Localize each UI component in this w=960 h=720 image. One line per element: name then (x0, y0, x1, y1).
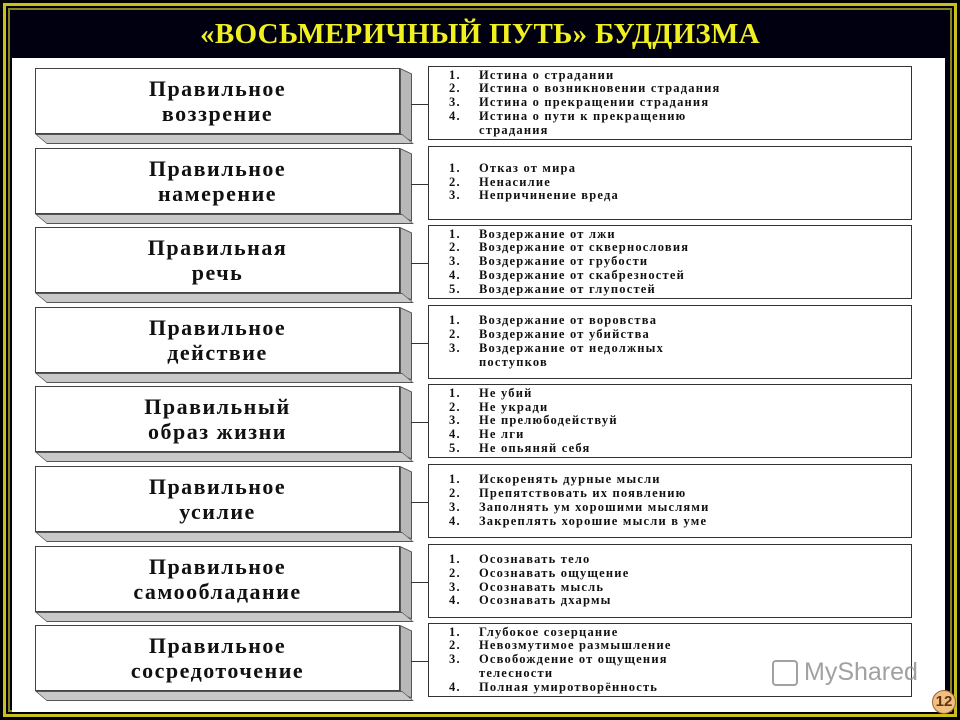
item-text: Заполнять ум хорошими мыслями (479, 500, 710, 514)
list-item (449, 124, 911, 138)
item-number: 1. (449, 472, 461, 487)
connector-line (411, 582, 429, 583)
path-step-box (35, 307, 400, 373)
path-step-box (35, 546, 400, 612)
box-bottom (35, 214, 414, 224)
list-item (449, 162, 911, 176)
path-details-box (428, 146, 912, 220)
path-step-label: намерение (157, 180, 278, 206)
path-step-label: Правильное (148, 474, 287, 499)
item-text: Воздержание от грубости (479, 254, 649, 269)
list-item (449, 241, 911, 255)
list-item (449, 594, 911, 608)
item-number: 4. (449, 593, 461, 608)
path-step-label: Правильное (148, 553, 287, 579)
item-text: Истина о возникновении страдания (479, 81, 721, 96)
box-bottom (35, 691, 414, 701)
watermark (772, 658, 918, 687)
list-item (449, 283, 911, 297)
item-text: Отказ от мира (479, 160, 577, 175)
item-number: 1. (449, 624, 461, 639)
item-number: 1. (449, 226, 461, 241)
item-number: 3. (449, 413, 461, 428)
box-bottom (35, 452, 414, 462)
list-item (449, 387, 911, 401)
path-details-box (428, 225, 912, 299)
connector-line (411, 661, 429, 662)
item-text: Воздержание от лжи (479, 226, 616, 241)
item-text: Полная умиротворённость (479, 679, 659, 694)
item-number: 2. (449, 327, 461, 341)
item-number: 4. (449, 513, 461, 528)
item-text: Искоренять дурные мысли (479, 472, 661, 487)
list-item (449, 501, 911, 515)
page-number: 12 (932, 690, 956, 714)
path-step-label: Правильный (144, 394, 291, 420)
connector-line (411, 502, 429, 503)
connector-line (411, 104, 429, 105)
item-text: Истина о пути к прекращению (479, 108, 687, 123)
connector-line (411, 422, 429, 423)
item-number: 1. (449, 385, 461, 400)
connector-line (411, 263, 429, 264)
item-number: 3. (449, 500, 461, 514)
list-item (449, 356, 911, 370)
list-item (449, 328, 911, 342)
item-number: 2. (449, 486, 461, 501)
path-step-label: Правильное (148, 76, 287, 101)
path-step-label: самообладание (133, 578, 302, 604)
path-details-box (428, 384, 912, 458)
path-row (12, 544, 945, 620)
watermark-text: MyShared (804, 658, 918, 686)
connector-line (411, 184, 429, 185)
list-item (449, 342, 911, 356)
path-step-box (35, 386, 400, 452)
item-text: Истина о страдании (479, 67, 615, 82)
path-row (12, 146, 945, 222)
list-item (449, 581, 911, 595)
item-text: страдания (479, 122, 549, 137)
list-item (449, 428, 911, 442)
item-text: Осознавать дхармы (479, 593, 612, 608)
path-step-box (35, 68, 400, 134)
item-text: Воздержание от скабрезностей (479, 268, 686, 283)
item-number: 5. (449, 281, 461, 296)
list-item (449, 189, 911, 203)
path-details-box (428, 544, 912, 618)
path-step-label: действие (167, 339, 268, 365)
item-text: Осознавать ощущение (479, 565, 630, 580)
box-bottom (35, 134, 414, 144)
item-number: 3. (449, 652, 461, 667)
item-text: Воздержание от воровства (479, 313, 658, 328)
path-row (12, 305, 945, 381)
path-step-label: воззрение (161, 101, 274, 126)
item-text: Ненасилие (479, 174, 552, 189)
item-number: 2. (449, 240, 461, 255)
item-text: поступков (479, 354, 548, 369)
item-number: 3. (449, 579, 461, 594)
path-step-label: сосредоточение (130, 658, 305, 684)
item-text: Осознавать мысль (479, 579, 605, 594)
item-number: 3. (449, 340, 461, 355)
path-row (12, 66, 945, 142)
path-row (12, 464, 945, 540)
list-item (449, 314, 911, 328)
path-step-label: усилие (179, 499, 256, 524)
list-item (449, 414, 911, 428)
list-item (449, 639, 911, 653)
list-item (449, 515, 911, 529)
list-item (449, 401, 911, 415)
path-step-label: Правильное (148, 155, 287, 181)
chart-icon (772, 660, 798, 686)
list-item (449, 487, 911, 501)
item-text: Истина о прекращении страдания (479, 95, 710, 110)
list-item (449, 176, 911, 190)
item-number: 2. (449, 81, 461, 96)
item-number (449, 124, 479, 138)
item-number: 3. (449, 254, 461, 269)
item-text: Глубокое созерцание (479, 624, 619, 639)
item-number: 2. (449, 174, 461, 189)
item-text: телесности (479, 666, 554, 681)
list-item (449, 442, 911, 456)
list-item (449, 473, 911, 487)
connector-line (411, 343, 429, 344)
list-item (449, 567, 911, 581)
item-text: Не укради (479, 399, 549, 414)
item-number: 2. (449, 638, 461, 653)
path-step-label: речь (191, 260, 244, 286)
item-number: 4. (449, 108, 461, 123)
box-bottom (35, 532, 414, 542)
path-row (12, 225, 945, 301)
path-details-box (428, 305, 912, 379)
item-number: 1. (449, 552, 461, 566)
item-number: 2. (449, 565, 461, 580)
path-step-label: Правильная (147, 235, 288, 261)
path-step-box (35, 625, 400, 691)
item-number: 4. (449, 679, 461, 694)
item-text: Невозмутимое размышление (479, 638, 672, 653)
list-item (449, 228, 911, 242)
item-text: Закреплять хорошие мысли в уме (479, 513, 708, 528)
item-text: Освобождение от ощущения (479, 652, 668, 667)
path-details-box (428, 464, 912, 538)
list-item (449, 626, 911, 640)
item-number: 2. (449, 399, 461, 414)
item-text: Воздержание от глупостей (479, 281, 656, 296)
path-step-box (35, 466, 400, 532)
item-text: Воздержание от сквернословия (479, 240, 690, 255)
path-step-label: образ жизни (148, 419, 287, 445)
item-text: Не лги (479, 427, 525, 442)
box-bottom (35, 612, 414, 622)
item-number: 3. (449, 188, 461, 203)
box-bottom (35, 373, 414, 383)
list-item (449, 110, 911, 124)
item-text: Воздержание от недолжных (479, 340, 665, 355)
diagram-panel (12, 58, 945, 712)
item-text: Не опьяняй себя (479, 441, 591, 456)
item-number (449, 356, 479, 370)
item-text: Не прелюбодействуй (479, 413, 618, 428)
item-text: Воздержание от убийства (479, 327, 650, 341)
item-number: 1. (449, 67, 461, 82)
item-number (449, 667, 479, 681)
item-number: 3. (449, 95, 461, 110)
item-text: Осознавать тело (479, 552, 591, 566)
list-item (449, 255, 911, 269)
item-text: Непричинение вреда (479, 188, 619, 203)
list-item (449, 96, 911, 110)
item-number: 4. (449, 427, 461, 442)
list-item (449, 269, 911, 283)
item-number: 1. (449, 160, 461, 175)
list-item (449, 82, 911, 96)
item-number: 4. (449, 268, 461, 283)
list-item (449, 69, 911, 83)
item-text: Препятствовать их появлению (479, 486, 687, 501)
path-details-box (428, 66, 912, 140)
slide-title: «ВОСЬМЕРИЧНЫЙ ПУТЬ» БУДДИЗМА (200, 18, 760, 50)
item-text: Не убий (479, 385, 533, 400)
path-step-label: Правильное (148, 314, 287, 340)
path-step-box (35, 227, 400, 293)
path-row (12, 384, 945, 460)
box-bottom (35, 293, 414, 303)
item-number: 5. (449, 441, 461, 456)
path-step-box (35, 148, 400, 214)
path-step-label: Правильное (148, 633, 287, 659)
item-number: 1. (449, 313, 461, 328)
list-item (449, 553, 911, 567)
